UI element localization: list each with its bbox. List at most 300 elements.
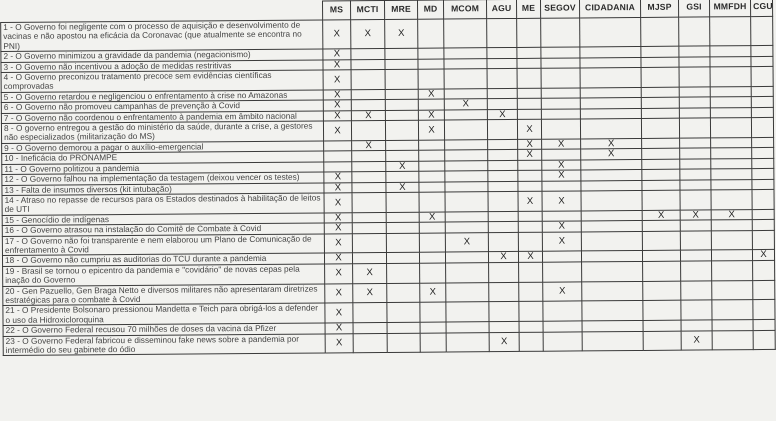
mark-cell-mcti [351, 89, 385, 100]
mark-cell-cgu [752, 230, 774, 250]
mark-cell-cidadania [580, 67, 641, 87]
mark-cell-mcom [444, 99, 487, 110]
mark-cell-agu [487, 88, 517, 99]
mark-cell-ms [325, 323, 353, 334]
mark-cell-gsi [679, 46, 710, 57]
mark-cell-cidadania [581, 221, 642, 232]
mark-cell-cgu [753, 260, 775, 280]
x-mark: X [335, 222, 342, 234]
mark-cell-mmfdh [712, 320, 753, 331]
mark-cell-gsi [681, 300, 712, 320]
mark-cell-mjsp [642, 138, 680, 149]
mark-cell-gsi [681, 331, 712, 351]
x-mark: X [558, 159, 565, 171]
mark-cell-cgu [751, 86, 773, 97]
x-mark: X [365, 139, 372, 152]
row-description: 1 - O Governo foi negligente com o processo de aquisição e desenvolvimento de vacinas e não apostou na eficácia da Coronavac (que atualmente se encontra no PNI) [1, 20, 323, 52]
x-mark: X [428, 124, 435, 136]
mark-cell-mcti [351, 19, 385, 48]
mark-cell-segov [542, 231, 581, 251]
mark-cell-mjsp [642, 190, 680, 210]
column-header-me: ME [516, 0, 540, 18]
x-mark: X [558, 220, 565, 232]
mark-cell-ms [324, 193, 352, 213]
mark-cell-mmfdh [712, 300, 753, 320]
mark-cell-segov [543, 321, 582, 332]
mark-cell-cgu [752, 137, 774, 148]
mark-cell-agu [487, 109, 517, 120]
mark-cell-mjsp [642, 220, 680, 231]
x-mark: X [526, 149, 533, 161]
x-mark: X [607, 138, 615, 150]
mark-cell-agu [489, 302, 519, 322]
mark-cell-mre [386, 161, 419, 172]
mark-cell-mre [387, 303, 420, 323]
mark-cell-mre [385, 59, 418, 70]
mark-cell-md [419, 192, 445, 212]
mark-cell-mjsp [641, 67, 679, 87]
mark-cell-cgu [751, 46, 773, 57]
x-mark: X [334, 89, 341, 101]
mark-cell-mmfdh [710, 118, 751, 138]
column-header-ms: MS [322, 1, 350, 20]
mark-cell-cidadania [580, 98, 641, 109]
mark-cell-agu [489, 322, 519, 333]
x-mark: X [428, 211, 436, 223]
mark-cell-segov [542, 170, 581, 181]
mark-cell-mjsp [642, 251, 680, 262]
mark-cell-gsi [680, 190, 711, 210]
mark-cell-mmfdh [710, 56, 751, 67]
mark-cell-mcom [445, 150, 488, 161]
mark-cell-mmfdh [710, 17, 751, 47]
mark-cell-cidadania [580, 57, 641, 68]
mark-cell-mjsp [642, 169, 680, 180]
mark-cell-segov [542, 139, 581, 150]
mark-cell-mjsp [641, 97, 679, 108]
x-mark: X [334, 181, 342, 193]
mark-cell-cidadania [582, 281, 643, 301]
x-mark: X [657, 209, 665, 221]
mark-cell-cidadania [582, 331, 643, 351]
mark-cell-mjsp [641, 87, 679, 98]
mark-cell-mjsp [643, 261, 681, 281]
mark-cell-agu [487, 68, 517, 88]
mark-cell-ms [323, 59, 351, 70]
mark-cell-cgu [753, 280, 775, 300]
x-mark: X [335, 322, 343, 334]
x-mark: X [334, 109, 341, 122]
mark-cell-gsi [679, 118, 710, 138]
mark-cell-md [419, 182, 445, 193]
mark-cell-agu [488, 150, 518, 161]
mark-cell-me [517, 119, 541, 139]
mark-cell-mcti [353, 333, 387, 353]
mark-cell-cgu [753, 320, 775, 331]
mark-cell-mmfdh [711, 137, 752, 148]
row-description: 5 - O Governo retardou e negligenciou o enfrentamento à crise no Amazonas [1, 90, 323, 103]
mark-cell-cgu [751, 16, 773, 45]
mark-cell-segov [541, 58, 580, 69]
mark-cell-me [517, 68, 541, 88]
x-mark: X [760, 249, 767, 261]
mark-cell-cgu [752, 189, 774, 209]
mark-cell-cgu [752, 158, 774, 169]
mark-cell-md [418, 59, 444, 70]
mark-cell-cidadania [580, 47, 641, 58]
mark-cell-mmfdh [711, 230, 752, 250]
mark-cell-agu [488, 171, 518, 182]
mark-cell-mre [386, 233, 419, 253]
x-mark: X [500, 336, 508, 348]
mark-cell-mcom [445, 211, 488, 222]
mark-cell-md [418, 89, 444, 100]
x-mark: X [334, 212, 342, 224]
mark-cell-agu [489, 282, 519, 302]
mark-cell-mcti [353, 263, 387, 283]
mark-cell-gsi [680, 159, 711, 170]
x-mark: X [693, 334, 700, 346]
mark-cell-mcti [352, 182, 386, 193]
mark-cell-mre [386, 222, 419, 233]
mark-cell-mjsp [642, 231, 680, 251]
mark-cell-mcom [444, 48, 487, 59]
mark-cell-mcom [444, 120, 487, 140]
mark-cell-mmfdh [711, 148, 752, 159]
x-mark: X [558, 169, 565, 181]
mark-cell-mjsp [641, 108, 679, 119]
x-mark: X [333, 28, 340, 40]
mark-cell-mre [385, 120, 418, 140]
mark-cell-mre [386, 182, 419, 193]
mark-cell-cgu [752, 220, 774, 231]
mark-cell-mjsp [643, 331, 681, 351]
mark-cell-mcti [351, 70, 385, 90]
row-description: 19 - Brasil se tornou o epicentro da pandemia e "covidário" de novas cepas pela inação do Governo [3, 264, 325, 286]
x-mark: X [335, 307, 343, 319]
mark-cell-segov [541, 68, 580, 88]
mark-cell-me [517, 18, 541, 47]
mark-cell-agu [488, 191, 518, 211]
mark-cell-segov [542, 221, 581, 232]
mark-cell-mjsp [641, 57, 679, 68]
mark-cell-me [518, 160, 542, 171]
mark-cell-cgu [752, 179, 774, 190]
mark-cell-agu [487, 48, 517, 59]
mark-cell-mjsp [642, 180, 680, 191]
mark-cell-cidadania [582, 301, 643, 321]
mark-cell-cidadania [581, 170, 642, 181]
mark-cell-agu [489, 332, 519, 352]
mark-cell-cidadania [582, 321, 643, 332]
mark-cell-ms [323, 20, 351, 49]
mark-cell-mmfdh [710, 46, 751, 57]
mark-cell-mcom [445, 192, 488, 212]
x-mark: X [526, 138, 533, 150]
x-mark: X [333, 74, 341, 86]
mark-cell-mcom [445, 140, 488, 151]
mark-cell-gsi [679, 108, 710, 119]
row-description: 10 - Ineficácia do PRONAMPE [2, 151, 324, 164]
x-mark: X [399, 181, 406, 193]
x-mark: X [607, 148, 615, 160]
mark-cell-mmfdh [711, 158, 752, 169]
mark-cell-cidadania [580, 108, 641, 119]
mark-cell-mcti [351, 49, 385, 60]
mark-cell-ms [324, 253, 352, 264]
x-mark: X [398, 28, 405, 40]
mark-cell-mcom [445, 232, 488, 252]
mark-cell-mmfdh [710, 86, 751, 97]
mark-cell-cgu [751, 66, 773, 86]
mark-cell-me [518, 191, 542, 211]
mark-cell-cgu [752, 148, 774, 159]
row-description: 13 - Falta de insumos diversos (kit intubação) [2, 182, 324, 195]
mark-cell-me [518, 221, 542, 232]
mark-cell-mcti [352, 223, 386, 234]
mark-cell-mjsp [642, 210, 680, 221]
mark-cell-mre [386, 192, 419, 212]
x-mark: X [499, 108, 506, 120]
mark-cell-mmfdh [711, 190, 752, 210]
mark-cell-mre [385, 19, 418, 48]
mark-cell-mcti [352, 151, 386, 162]
mark-cell-mmfdh [711, 179, 752, 190]
column-header-mjsp: MJSP [640, 0, 678, 17]
mark-cell-me [518, 150, 542, 161]
column-header-mcom: MCOM [443, 0, 486, 19]
mark-cell-mmfdh [712, 260, 753, 280]
mark-cell-gsi [680, 250, 711, 261]
mark-cell-ms [323, 121, 351, 141]
mark-cell-cidadania [581, 180, 642, 191]
row-description: 17 - O Governo não foi transparente e nem elaborou um Plano de Comunicação de enfrentamento à Covid [2, 233, 324, 255]
column-header-gsi: GSI [678, 0, 709, 17]
mark-cell-agu [489, 262, 519, 282]
mark-cell-ms [323, 110, 351, 121]
mark-cell-mjsp [643, 281, 681, 301]
mark-cell-me [518, 181, 542, 192]
mark-cell-cidadania [581, 251, 642, 262]
table-body [1, 16, 776, 355]
x-mark: X [366, 267, 373, 279]
mark-cell-mjsp [642, 148, 680, 159]
mark-cell-me [517, 109, 541, 120]
x-mark: X [428, 88, 435, 100]
row-description: 15 - Genocídio de indígenas [2, 213, 324, 226]
mark-cell-mre [386, 140, 419, 151]
mark-cell-md [419, 252, 445, 263]
mark-cell-mcom [446, 282, 489, 302]
mark-cell-me [519, 332, 543, 352]
mark-cell-agu [487, 18, 517, 47]
mark-cell-ms [325, 333, 353, 353]
mark-cell-gsi [680, 169, 711, 180]
mark-cell-md [420, 333, 446, 353]
x-mark: X [335, 252, 342, 264]
mark-cell-segov [543, 332, 582, 352]
mark-cell-me [518, 252, 542, 263]
mark-cell-mcom [446, 262, 489, 282]
mark-cell-mre [385, 99, 418, 110]
x-mark: X [399, 160, 406, 172]
mark-cell-mcom [444, 69, 487, 89]
mark-cell-ms [325, 263, 353, 283]
mark-cell-gsi [680, 179, 711, 190]
mark-cell-segov [543, 262, 582, 282]
mark-cell-mmfdh [711, 250, 752, 261]
mark-cell-mcom [445, 181, 488, 192]
mark-cell-gsi [680, 148, 711, 159]
mark-cell-mjsp [641, 118, 679, 138]
x-mark: X [428, 109, 435, 121]
mark-cell-mcti [352, 212, 386, 223]
x-mark: X [558, 195, 565, 207]
column-header-mmfdh: MMFDH [709, 0, 750, 17]
mark-cell-ms [324, 141, 352, 152]
mark-cell-mcti [352, 233, 386, 253]
x-mark: X [333, 48, 341, 60]
mark-cell-md [419, 222, 445, 233]
x-mark: X [333, 58, 341, 71]
mark-cell-mre [385, 89, 418, 100]
x-mark: X [429, 286, 437, 298]
mark-cell-mcti [351, 110, 385, 121]
mark-cell-md [420, 322, 446, 333]
mark-cell-gsi [679, 87, 710, 98]
x-mark: X [558, 235, 566, 247]
mark-cell-gsi [681, 280, 712, 300]
row-description: 11 - O Governo politizou a pandemia [2, 162, 324, 175]
row-description: 2 - O Governo minimizou a gravidade da pandemia (negacionismo) [1, 49, 323, 62]
row-description: 12 - O Governo falhou na implementação da testagem (deixou vencer os testes) [2, 172, 324, 185]
mark-cell-me [519, 262, 543, 282]
row-description: 23 - O Governo Federal fabricou e disseminou fake news sobre a pandemia por intermédio do seu gabinete do ódio [3, 334, 325, 356]
mark-cell-mcom [445, 222, 488, 233]
row-description: 14 - Atraso no repasse de recursos para os Estados destinados à habilitação de leitos de UTI [2, 193, 324, 215]
row-description: 4 - O Governo preconizou tratamento precoce sem evidências científicas comprovadas [1, 70, 323, 92]
mark-cell-me [517, 88, 541, 99]
mark-cell-md [419, 171, 445, 182]
mark-cell-segov [541, 98, 580, 109]
mark-cell-mcom [444, 58, 487, 69]
mark-cell-segov [541, 109, 580, 120]
mark-cell-cgu [751, 117, 773, 137]
mark-cell-md [420, 302, 446, 322]
mark-cell-mre [385, 69, 418, 89]
mark-cell-mcom [445, 252, 488, 263]
mark-cell-me [517, 47, 541, 58]
x-mark: X [692, 209, 699, 221]
row-description: 9 - O Governo demorou a pagar o auxílio-emergencial [2, 141, 324, 154]
mark-cell-mjsp [641, 46, 679, 57]
x-mark: X [559, 285, 566, 297]
x-mark: X [334, 196, 342, 208]
mark-cell-md [419, 161, 445, 172]
x-mark: X [335, 237, 342, 249]
mark-cell-me [519, 321, 543, 332]
mark-cell-segov [542, 191, 581, 211]
x-mark: X [335, 287, 343, 299]
mark-cell-cgu [751, 107, 773, 118]
mark-cell-agu [487, 58, 517, 69]
mark-cell-cgu [753, 330, 775, 350]
mark-cell-md [418, 69, 444, 89]
mark-cell-ms [324, 151, 352, 162]
mark-cell-agu [488, 232, 518, 252]
row-description: 16 - O Governo atrasou na instalação do Comitê de Combate à Covid [2, 223, 324, 236]
mark-cell-ms [324, 233, 352, 253]
mark-cell-mcti [351, 59, 385, 70]
mark-cell-cidadania [580, 119, 641, 139]
row-description: 21 - O Presidente Bolsonaro pressionou Mandetta e Teich para obrigá-los a defender o uso da Hidroxicloroquina [3, 303, 325, 325]
mark-cell-md [418, 48, 444, 59]
x-mark: X [364, 28, 371, 40]
mark-cell-mre [385, 110, 418, 121]
mark-cell-cgu [751, 56, 773, 67]
mark-cell-segov [542, 251, 581, 262]
mark-cell-mcti [352, 161, 386, 172]
x-mark: X [334, 125, 341, 137]
column-header-mre: MRE [384, 0, 417, 19]
mark-cell-gsi [681, 261, 712, 281]
mark-cell-mmfdh [710, 67, 751, 87]
row-description: 7 - O Governo não coordenou o enfrentamento à pandemia em âmbito nacional [1, 111, 323, 124]
column-header-md: MD [417, 0, 443, 19]
mark-cell-cidadania [580, 17, 641, 47]
mark-cell-mre [387, 333, 420, 353]
x-mark: X [500, 251, 507, 263]
mark-cell-mcti [352, 253, 386, 264]
mark-cell-agu [488, 222, 518, 233]
mark-cell-mcom [446, 332, 489, 352]
x-mark: X [728, 208, 735, 221]
mark-cell-mcom [444, 19, 487, 49]
mark-cell-agu [487, 120, 517, 140]
x-mark: X [526, 123, 533, 135]
mark-cell-gsi [680, 230, 711, 250]
mark-cell-me [518, 211, 542, 222]
mark-cell-gsi [679, 17, 710, 46]
mark-cell-mcti [353, 283, 387, 303]
mark-cell-me [519, 282, 543, 302]
mark-cell-segov [543, 282, 582, 302]
column-header-cgu: CGU [750, 0, 772, 17]
mark-cell-gsi [679, 57, 710, 68]
mark-cell-ms [323, 70, 351, 90]
mark-cell-segov [541, 119, 580, 139]
mark-cell-ms [324, 182, 352, 193]
mark-cell-gsi [681, 320, 712, 331]
mark-cell-md [419, 233, 445, 253]
mark-cell-mcti [353, 303, 387, 323]
mark-cell-agu [488, 139, 518, 150]
mark-cell-mmfdh [711, 220, 752, 231]
mark-cell-me [519, 302, 543, 322]
mark-cell-mre [387, 283, 420, 303]
mark-cell-mcom [444, 109, 487, 120]
row-description: 6 - O Governo não promoveu campanhas de prevenção à Covid [1, 100, 323, 113]
row-description: 18 - O Governo não cumpriu as auditorias do TCU durante a pandemia [2, 253, 324, 266]
mark-cell-mcti [352, 192, 386, 212]
mark-cell-agu [488, 160, 518, 171]
mark-cell-mre [387, 263, 420, 283]
x-mark: X [463, 236, 471, 248]
mark-cell-segov [541, 18, 580, 48]
mark-cell-cidadania [581, 210, 642, 221]
mark-cell-mre [386, 253, 419, 264]
mark-cell-md [420, 263, 446, 283]
